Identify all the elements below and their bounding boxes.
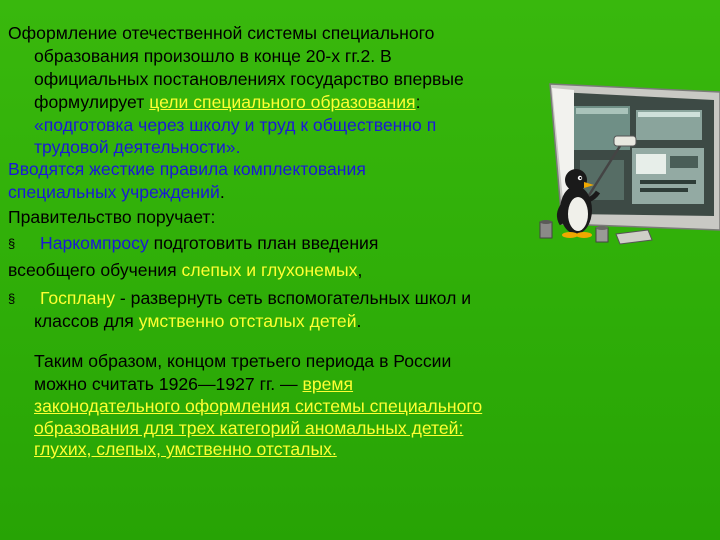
bullet2-line1 [40, 287, 471, 311]
para2-line1: Вводятся жесткие правила комплектования [8, 159, 366, 179]
bullet2-marker: § [8, 291, 16, 306]
para4-line2-pre: можно считать 1926—1927 гг. — [34, 374, 303, 394]
bullet1-marker: § [8, 236, 16, 251]
bullet2-line2 [34, 310, 361, 334]
para1-line6: трудовой деятельности». [34, 137, 241, 157]
para2-line2-post: . [219, 182, 225, 202]
bullet1-rest: подготовить план введения [148, 233, 379, 253]
bullet2-cont-pre: классов для [34, 311, 139, 331]
special-education-goals-link[interactable]: цели специального образования [149, 92, 416, 112]
time-link[interactable]: время [302, 374, 354, 394]
para4-line3-link[interactable]: законодательного оформления системы специального [34, 396, 483, 416]
para1-line3: официальных постановлениях государство впервые [34, 69, 464, 89]
bullet1-line2 [8, 259, 362, 283]
para2-line2-text: специальных учреждений [8, 182, 220, 202]
bullet2-accent: Госплану [40, 288, 116, 308]
para2-line2 [8, 181, 225, 205]
para1-line1: Оформление отечественной системы специального [8, 23, 435, 43]
para4-line4-link[interactable]: образования для трех категорий аномальных детей: [34, 418, 464, 438]
bullet1-cont-accent: слепых и глухонемых [181, 260, 358, 280]
bullet1-cont-pre: всеобщего обучения [8, 260, 182, 280]
bullet2-rest: - развернуть сеть вспомогательных школ и [115, 288, 472, 308]
para4-line5-link[interactable]: глухих, слепых, умственно отсталых. [34, 439, 337, 459]
bullet1-cont-post: , [357, 260, 363, 280]
para1-line4 [34, 91, 420, 115]
para1-line4-pre: формулирует [34, 92, 150, 112]
para3: Правительство поручает: [8, 207, 216, 227]
bullet1-accent: Наркомпросу [40, 233, 149, 253]
para1-line4-post: : [415, 92, 421, 112]
para1-line2: образования произошло в конце 20-х гг.2. В [34, 46, 392, 66]
para4-line2 [34, 373, 353, 397]
penguin-painting-computer-screen-icon [528, 82, 720, 250]
bullet2-cont-post: . [356, 311, 362, 331]
para4-line1: Таким образом, концом третьего периода в России [34, 351, 452, 371]
bullet1-line1 [40, 232, 378, 256]
bullet2-cont-accent: умственно отсталых детей [138, 311, 357, 331]
para1-line5: «подготовка через школу и труд к общественно п [34, 115, 437, 135]
